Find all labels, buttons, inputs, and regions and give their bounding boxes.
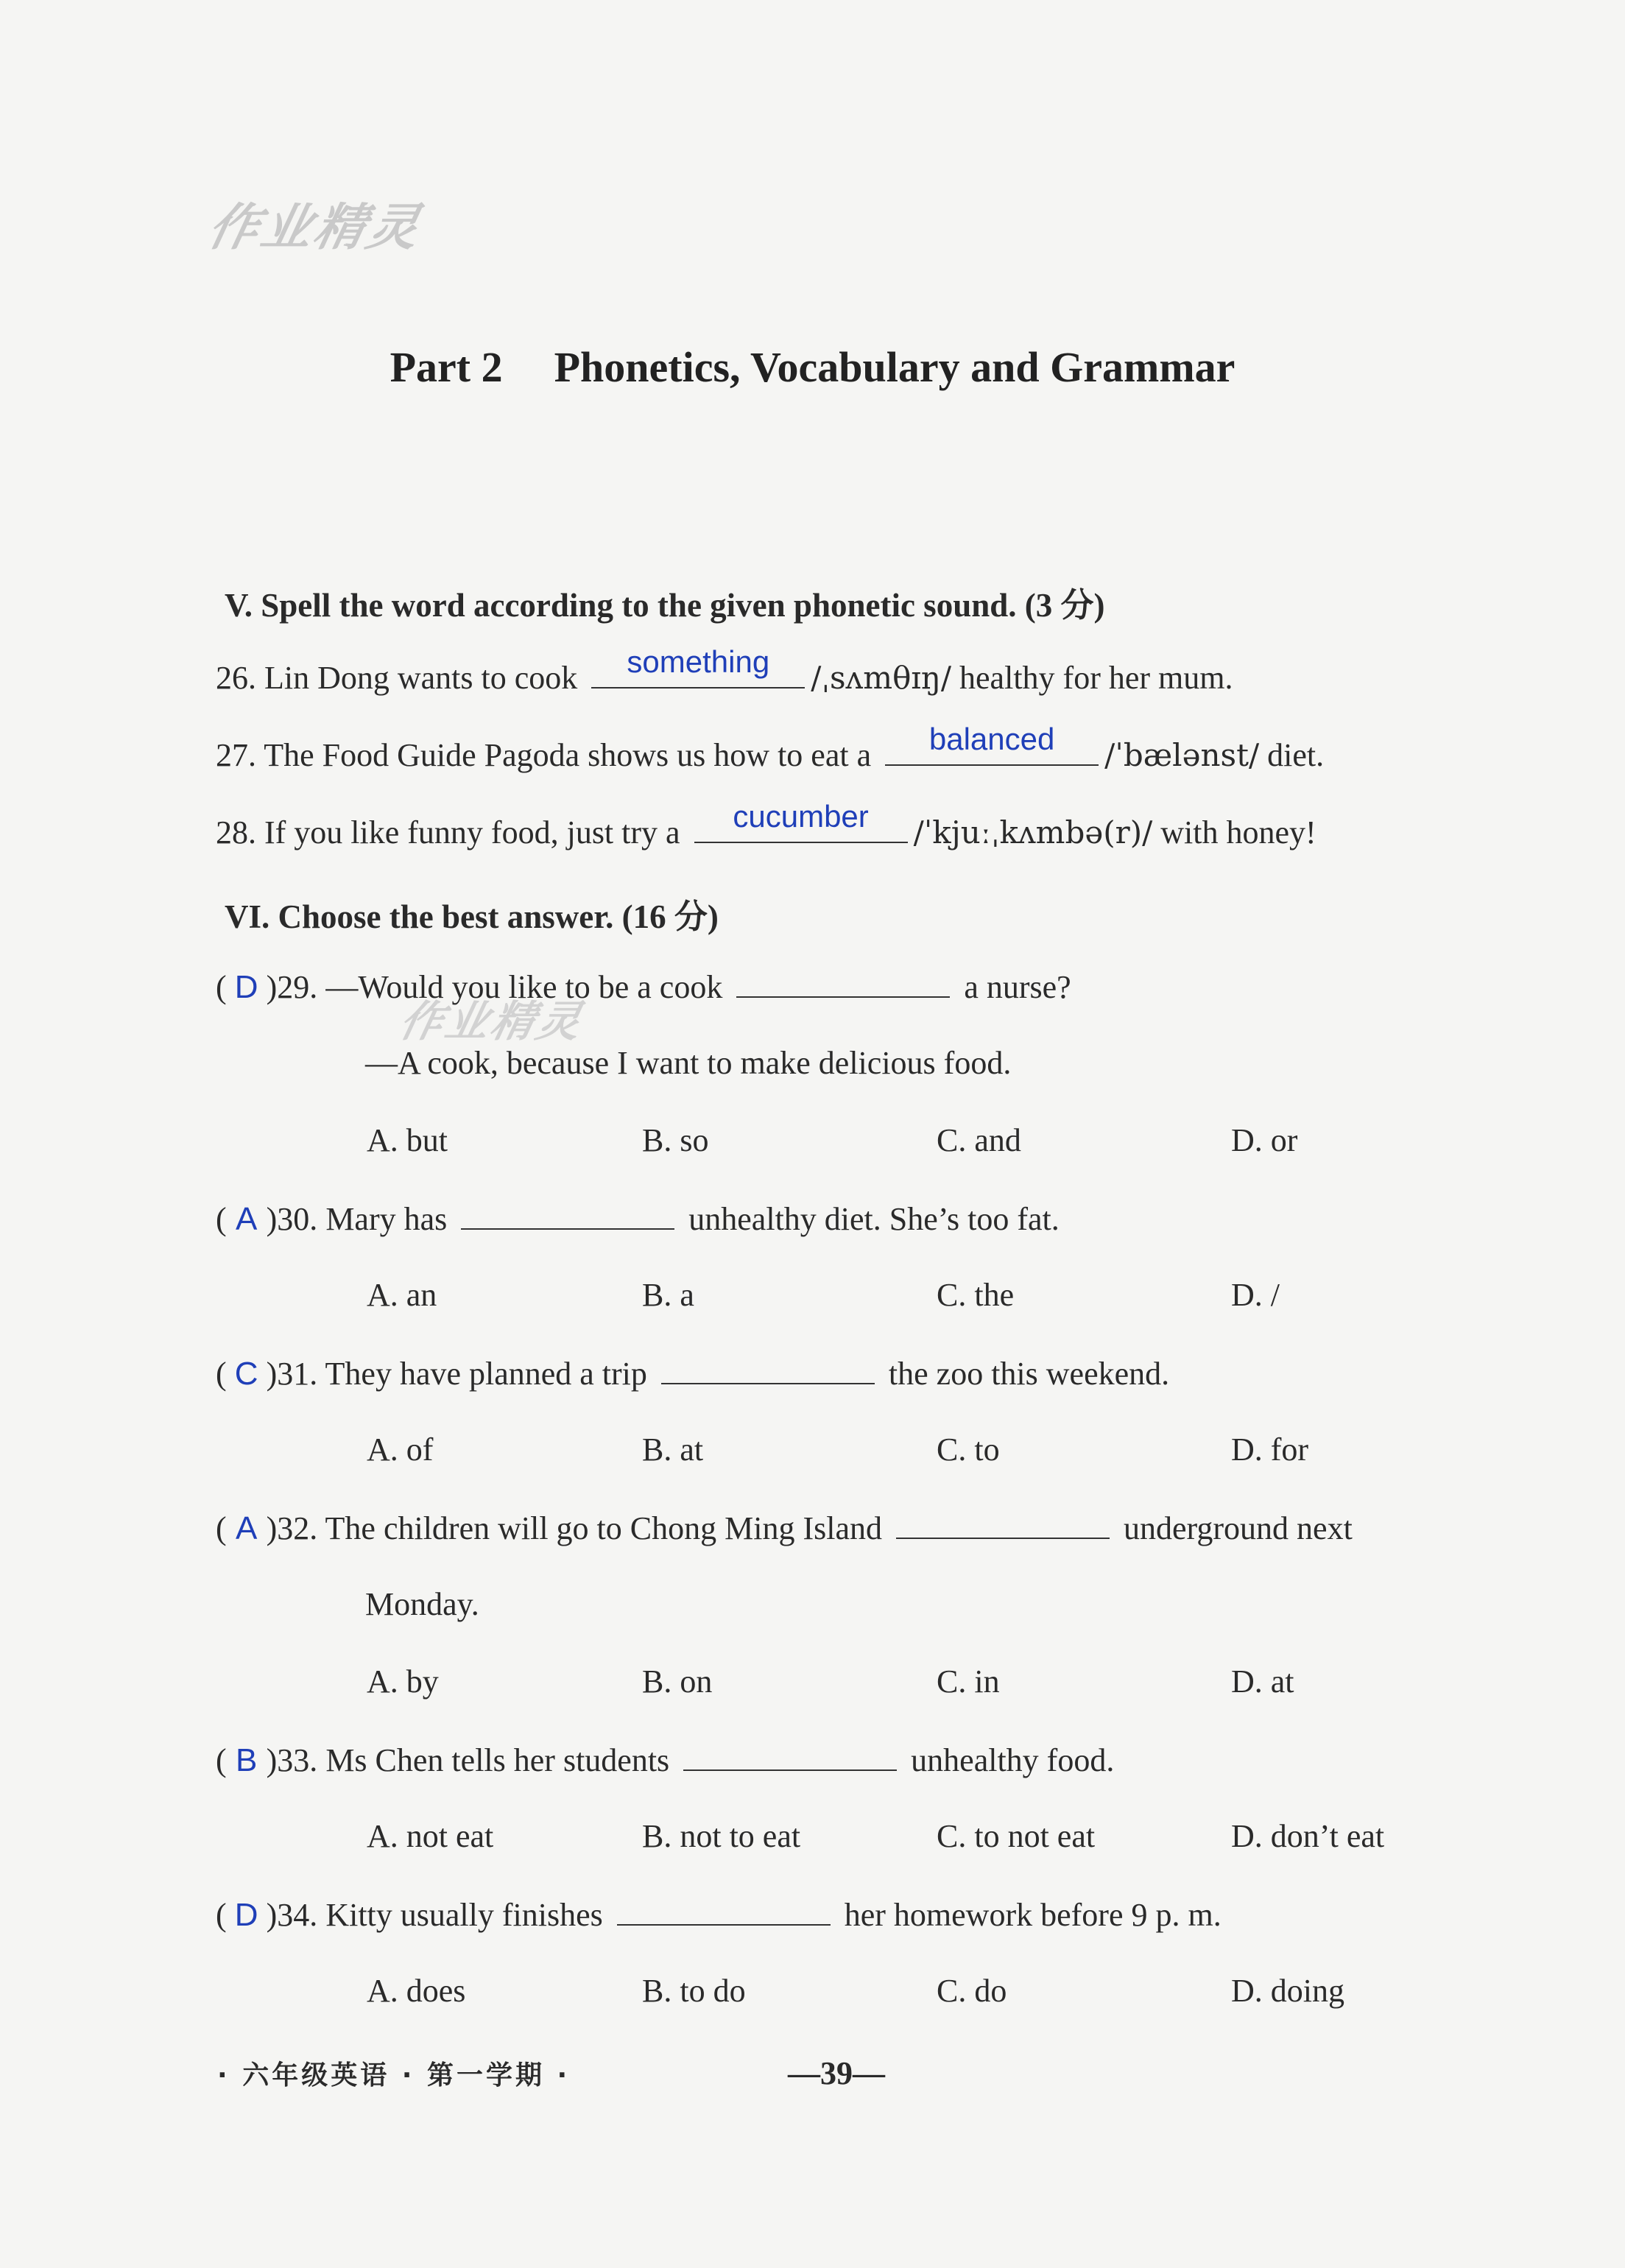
option-c[interactable]: C. do [937,1973,1007,2009]
page-title [0,342,1625,392]
section-instruction: Spell the word according to the given phonetic sound. [261,587,1017,624]
answer-blank[interactable] [885,722,1099,766]
option-d[interactable]: D. at [1231,1663,1294,1700]
answer-blank[interactable] [661,1353,875,1384]
question-text: The Food Guide Pagoda shows us how to eat a [264,737,872,773]
option-b[interactable]: B. at [642,1431,704,1468]
watermark-logo: 作业精灵 [202,199,428,257]
section-number: V. [225,587,253,624]
question-26 [216,644,1233,697]
question-text: They have planned a trip [325,1356,647,1392]
option-a[interactable]: A. by [367,1663,439,1700]
question-text: Ms Chen tells her students [325,1742,670,1778]
option-d[interactable]: D. don’t eat [1231,1818,1385,1854]
question-31: ( C )31. They have planned a trip the zoo this weekend. [216,1353,1169,1392]
handwritten-answer: cucumber [733,799,869,834]
question-27 [216,722,1325,774]
answer-blank[interactable] [617,1895,831,1926]
option-d[interactable]: D. doing [1231,1973,1344,2009]
option-b[interactable]: B. a [642,1277,694,1313]
option-b[interactable]: B. to do [642,1973,746,2009]
answer-blank[interactable] [736,967,950,998]
question-text: unhealthy food. [911,1742,1115,1778]
question-text: If you like funny food, just try a [264,814,680,850]
question-number: 26. [216,660,256,696]
answer-blank[interactable] [683,1740,897,1771]
question-text: unhealthy diet. She’s too fat. [688,1201,1060,1237]
handwritten-answer: C [234,1356,258,1392]
answer-blank[interactable] [591,644,805,688]
option-b[interactable]: B. on [642,1663,713,1700]
answer-blank[interactable] [461,1199,674,1230]
question-34: ( D )34. Kitty usually finishes her homework before 9 p. m. [216,1895,1222,1934]
question-number: )30. [266,1201,318,1237]
question-number: 27. [216,737,256,773]
answer-blank[interactable] [694,799,908,843]
question-text: Mary has [325,1201,448,1237]
handwritten-answer: B [235,1742,258,1778]
option-b[interactable]: B. so [642,1122,709,1158]
phonetic: /ˈkjuːˌkʌmbə(r)/ [913,814,1153,850]
page-number: —39— [788,2055,885,2091]
section-score: (3 分) [1024,587,1105,624]
section-vi-heading [225,890,719,937]
question-text: her homework before 9 p. m. [844,1897,1222,1933]
question-text: Lin Dong wants to cook [264,660,578,696]
option-d[interactable]: D. for [1231,1431,1309,1468]
question-text: a nurse? [964,969,1071,1005]
question-number: )29. [266,969,318,1005]
option-d[interactable]: D. or [1231,1122,1298,1158]
answer-blank[interactable] [896,1508,1110,1539]
question-text: healthy for her mum. [959,660,1233,696]
option-c[interactable]: C. in [937,1663,1000,1700]
book-footer: · 六年级英语 · 第一学期 · [217,2060,571,2091]
option-c[interactable]: C. and [937,1122,1021,1158]
question-number: )33. [266,1742,318,1778]
option-d[interactable]: D. / [1231,1277,1280,1313]
question-30: ( A )30. Mary has unhealthy diet. She’s too fat. [216,1199,1060,1238]
handwritten-answer: A [235,1510,258,1546]
handwritten-answer: A [235,1201,258,1237]
option-a[interactable]: A. of [367,1431,434,1468]
option-b[interactable]: B. not to eat [642,1818,801,1854]
option-c[interactable]: C. the [937,1277,1015,1313]
handwritten-answer: D [234,1897,258,1933]
question-number: 28. [216,814,256,850]
question-29: ( D )29. —Would you like to be a cook a nurse? [216,967,1071,1006]
section-instruction: Choose the best answer. [278,898,614,935]
option-c[interactable]: C. to not eat [937,1818,1096,1854]
section-score: (16 分) [621,898,719,935]
question-text: with honey! [1160,814,1316,850]
option-a[interactable]: A. not eat [367,1818,494,1854]
question-number: )31. [266,1356,318,1392]
question-number: )34. [266,1897,318,1933]
question-28 [216,799,1316,851]
option-a[interactable]: A. an [367,1277,437,1313]
question-text: diet. [1267,737,1325,773]
handwritten-answer: D [234,969,258,1005]
section-v-heading [225,578,1105,626]
part-label: Part 2 [389,343,503,391]
question-text-line2: Monday. [365,1586,479,1622]
phonetic: /ˈbælənst/ [1104,737,1260,773]
option-a[interactable]: A. but [367,1122,448,1158]
watermark-logo: 作业精灵 [395,996,589,1046]
question-32: ( A )32. The children will go to Chong Ming Island underground next [216,1508,1353,1547]
question-text: underground next [1124,1510,1353,1546]
question-text: —Would you like to be a cook [325,969,723,1005]
option-c[interactable]: C. to [937,1431,1000,1468]
question-33: ( B )33. Ms Chen tells her students unhealthy food. [216,1740,1114,1779]
phonetic: /ˌsʌmθɪŋ/ [811,660,952,696]
part-title: Phonetics, Vocabulary and Grammar [554,343,1236,391]
handwritten-answer: something [627,644,770,679]
question-text: the zoo this weekend. [888,1356,1170,1392]
question-number: )32. [266,1510,318,1546]
handwritten-answer: balanced [928,722,1055,756]
question-text: Kitty usually finishes [325,1897,603,1933]
question-text-line2: —A cook, because I want to make delicious food. [365,1045,1012,1081]
question-text: The children will go to Chong Ming Island [325,1510,882,1546]
section-number: VI. [225,898,270,935]
option-a[interactable]: A. does [367,1973,466,2009]
